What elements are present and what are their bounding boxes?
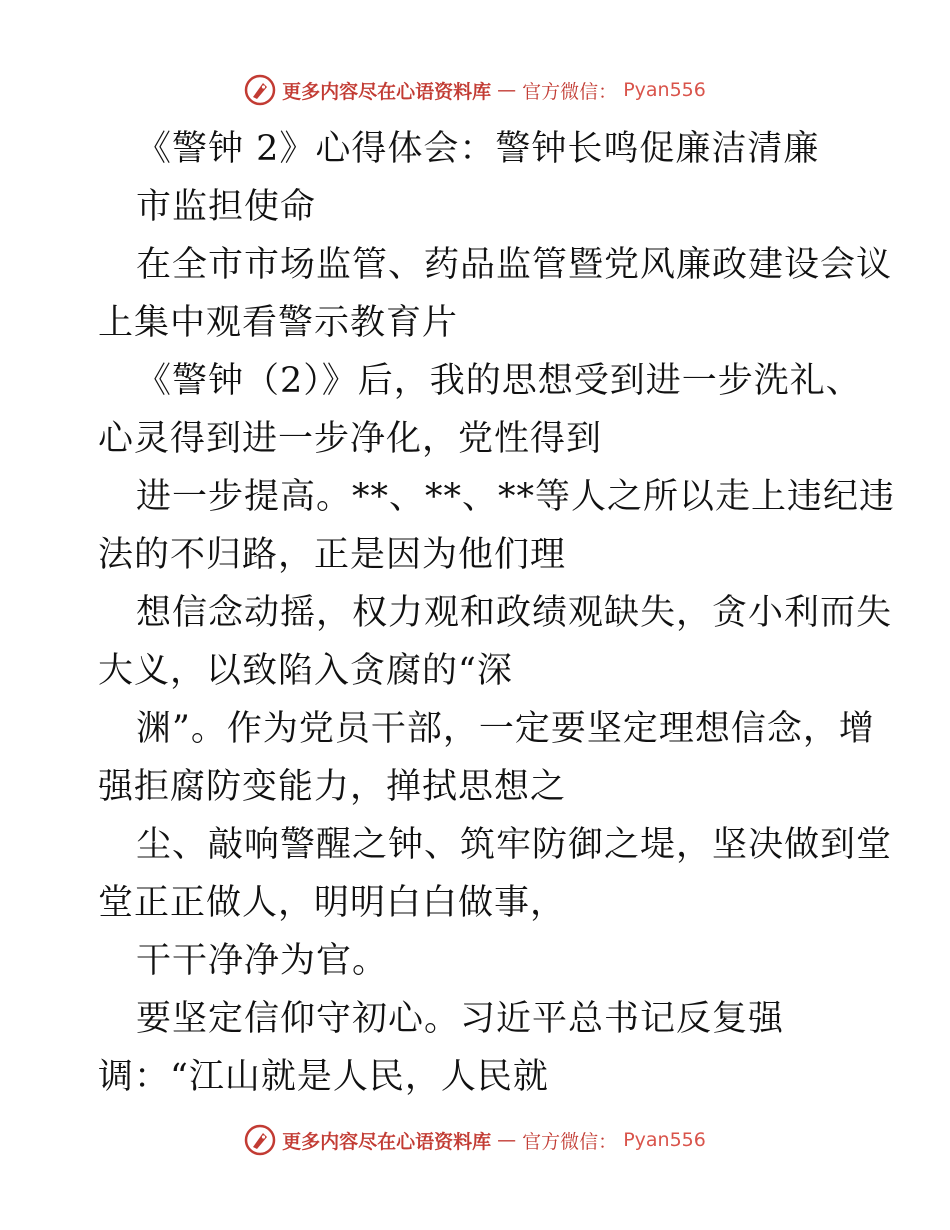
pen-nib-logo-icon xyxy=(244,1124,276,1156)
header-wechat-label: 官方微信： xyxy=(522,80,618,103)
document-body xyxy=(98,120,896,1106)
footer-brand-text: 更多内容尽在心语资料库 xyxy=(282,1130,492,1153)
paragraph-line: 上集中观看警示教育片 xyxy=(98,303,459,343)
paragraph-line: 干干净净为官。 xyxy=(136,941,389,981)
document-title-line: 市监担使命 xyxy=(136,187,317,227)
header-brand-text: 更多内容尽在心语资料库 xyxy=(282,80,492,103)
paragraph-line: 法的不归路，正是因为他们理 xyxy=(98,535,567,575)
paragraph-line: 在全市市场监管、药品监管暨党风廉政建设会议 xyxy=(136,245,893,285)
paragraph-line: 《警钟（2）》后，我的思想受到进一步洗礼、 xyxy=(136,361,862,401)
paragraph-line: 要坚定信仰守初心。习近平总书记反复强 xyxy=(136,999,785,1039)
pen-nib-logo-icon xyxy=(244,74,276,106)
page-footer xyxy=(0,1120,950,1160)
paragraph-line: 心灵得到进一步净化，党性得到 xyxy=(98,419,603,459)
paragraph-line: 大义，以致陷入贪腐的“深 xyxy=(98,651,513,691)
paragraph-line: 进一步提高。**、**、**等人之所以走上违纪违 xyxy=(136,477,896,517)
page-header xyxy=(0,70,950,110)
footer-wechat-label: 官方微信： xyxy=(522,1130,618,1153)
header-separator: — xyxy=(497,79,517,101)
footer-wechat-id: Pyan556 xyxy=(623,1129,706,1151)
footer-separator: — xyxy=(497,1129,517,1151)
paragraph-line: 强拒腐防变能力，掸拭思想之 xyxy=(98,767,567,807)
paragraph-line: 渊”。作为党员干部，一定要坚定理想信念，增 xyxy=(136,709,875,749)
header-brand xyxy=(244,74,706,106)
paragraph-line: 想信念动摇，权力观和政绩观缺失，贪小利而失 xyxy=(136,593,893,633)
document-title-line: 《警钟 2》心得体会：警钟长鸣促廉洁清廉 xyxy=(136,129,820,169)
paragraph-line: 堂正正做人，明明白白做事， xyxy=(98,883,567,923)
paragraph-line: 尘、敲响警醒之钟、筑牢防御之堤，坚决做到堂 xyxy=(136,825,893,865)
header-wechat-id: Pyan556 xyxy=(623,79,706,101)
footer-brand xyxy=(244,1124,706,1156)
paragraph-line: 调：“江山就是人民，人民就 xyxy=(98,1057,549,1097)
